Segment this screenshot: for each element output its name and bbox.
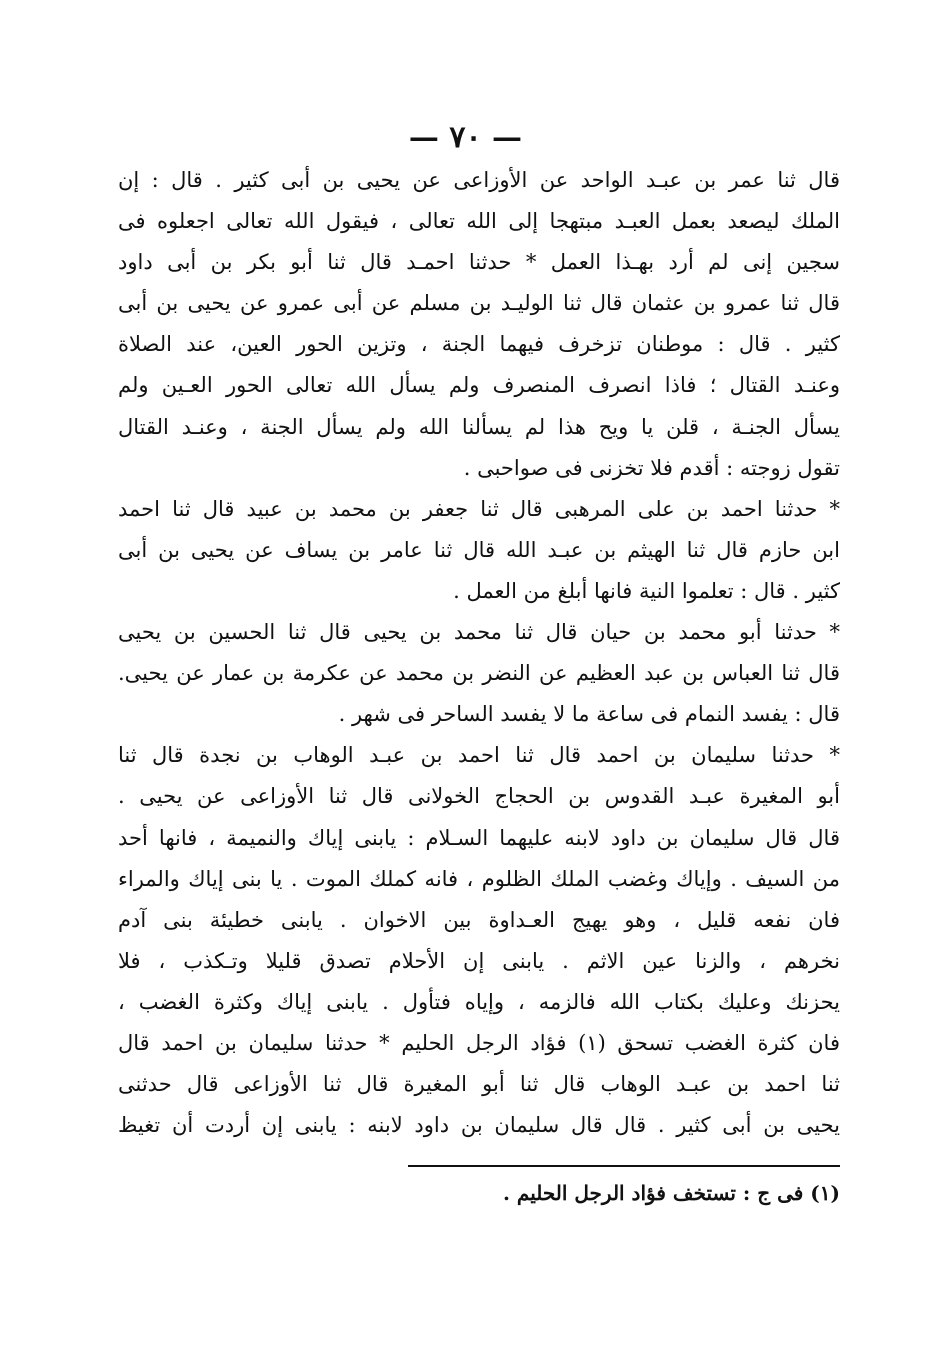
text-line: قال ثنا العباس بن عبد العظيم عن النضر بن محمد عن عكرمة بن عمار عن يحيى. xyxy=(118,661,840,686)
text-line: فان كثرة الغضب تسحق (١) فؤاد الرجل الحليم * حدثنا سليمان بن احمد قال xyxy=(118,1030,840,1055)
text-line: سجين إنى لم أرد بهـذا العمل * حدثنا احمـد قال ثنا أبو بكر بن أبى داود xyxy=(118,250,840,275)
text-line: أبو المغيرة عبـد القدوس بن الحجاج الخولانى قال ثنا الأوزاعى عن يحيى . xyxy=(118,784,840,809)
text-line: ابن حازم قال ثنا الهيثم بن عبـد الله قال ثنا عامر بن يساف عن يحيى بن أبى xyxy=(118,537,840,562)
text-line: ثنا احمد بن عبـد الوهاب قال ثنا أبو المغيرة قال ثنا الأوزاعى قال حدثنى xyxy=(118,1072,840,1097)
text-line: * حدثنا أبو محمد بن حيان قال ثنا محمد بن يحيى قال ثنا الحسين بن يحيى xyxy=(118,620,840,645)
text-line: * حدثنا احمد بن على المرهبى قال ثنا جعفر بن محمد بن عبيد قال ثنا احمد xyxy=(118,496,840,521)
footnote-divider xyxy=(408,1165,840,1167)
text-line: تقول زوجته : أقدم فلا تخزنى فى صواحبى . xyxy=(463,455,840,480)
text-line: يحزنك وعليك بكتاب الله فالزمه ، وإياه فتأول . يابنى إياك وكثرة الغضب ، xyxy=(118,989,840,1014)
body-text xyxy=(118,160,840,1146)
text-line: الملك ليصعد بعمل العبـد مبتهجا إلى الله تعالى ، فيقول الله تعالى اجعلوه فى xyxy=(118,209,840,234)
text-line: نخرهم ، والزنا عين الاثم . يابنى إن الأحلام تصدق قليلا وتـكذب ، فلا xyxy=(118,948,840,973)
text-line: يحيى بن أبى كثير . قال قال سليمان بن داود لابنه : يابنى إن أردت أن تغيظ xyxy=(118,1113,840,1138)
text-line: قال ثنا عمرو بن عثمان قال ثنا الوليـد بن مسلم عن أبى عمرو عن يحيى بن أبى xyxy=(118,291,840,316)
text-line: * حدثنا سليمان بن احمد قال ثنا احمد بن عبـد الوهاب بن نجدة قال ثنا xyxy=(118,743,840,768)
text-line: فان نفعه قليل ، وهو يهيج العـداوة بين الاخوان . يابنى خطيئة بنى آدم xyxy=(118,907,840,932)
footnote: (١) فى ج : تستخف فؤاد الرجل الحليم . xyxy=(502,1181,840,1205)
text-line: قال ثنا عمر بن عبـد الواحد عن الأوزاعى عن يحيى بن أبى كثير . قال : إن xyxy=(118,168,840,192)
text-line: كثير . قال : موطنان تزخرف فيهما الجنة ، وتزين الحور العين، عند الصلاة xyxy=(118,332,840,357)
text-line: قال قال سليمان بن داود لابنه عليهما السـلام : يابنى إياك والنميمة ، فانها أحد xyxy=(118,825,840,850)
text-line: قال : يفسد النمام فى ساعة ما لا يفسد الساحر فى شهر . xyxy=(338,702,840,727)
text-line: يسأل الجنـة ، قلن يا ويح هذا لم يسألنا الله ولم يسأل الجنة ، وعنـد القتال xyxy=(118,414,840,439)
text-line: من السيف . وإياك وغضب الملك الظلوم ، فانه كملك الموت . يا بنى إياك والمراء xyxy=(118,866,840,891)
page-number: — ٧٠ — xyxy=(408,120,523,155)
text-line: وعنـد القتال ؛ فاذا انصرف المنصرف ولم يسأل الله تعالى الحور العـين ولم xyxy=(118,373,840,398)
text-line: كثير . قال : تعلموا النية فانها أبلغ من العمل . xyxy=(453,578,840,603)
